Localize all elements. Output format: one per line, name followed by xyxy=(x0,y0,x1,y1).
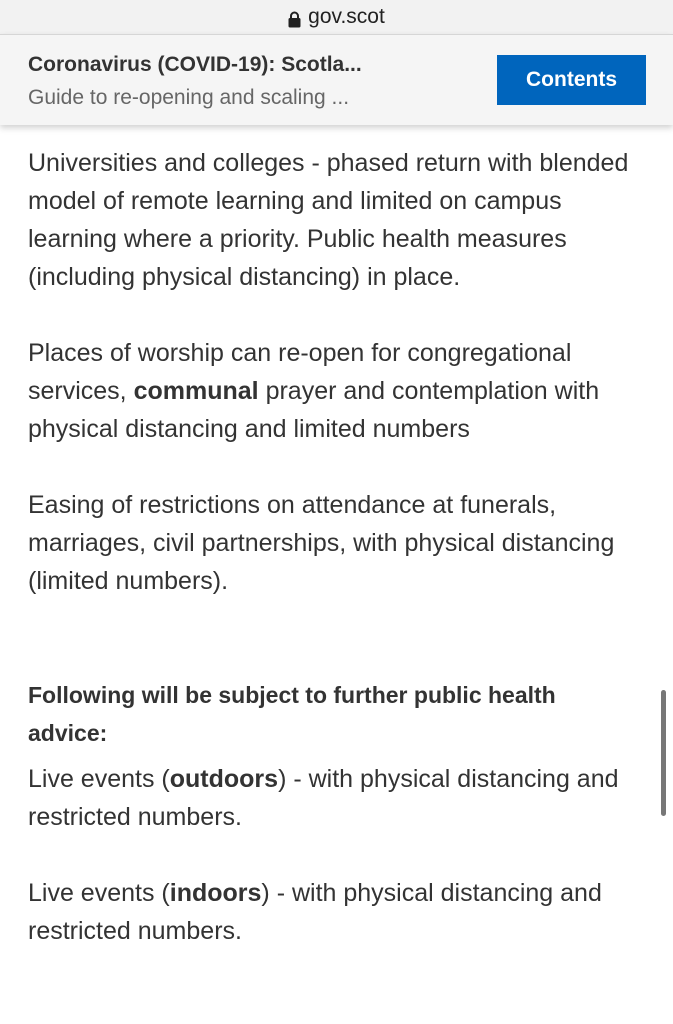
worship-bold: communal xyxy=(133,377,259,405)
outdoors-bold: outdoors xyxy=(169,765,279,793)
indoors-text-a: Live events ( xyxy=(28,879,170,907)
contents-button[interactable]: Contents xyxy=(497,55,646,105)
page-title: Coronavirus (COVID-19): Scotla... xyxy=(28,53,362,76)
outdoors-text-b: ) - with physical distancing and restricted numbers. xyxy=(28,765,619,831)
paragraph-funerals: Easing of restrictions on attendance at funerals, marriages, civil partnerships, with physical distancing (limited numbers). xyxy=(28,491,615,595)
paragraph-worship xyxy=(28,334,653,448)
outdoors-text-a: Live events ( xyxy=(28,765,170,793)
indoors-text-b: ) - with physical distancing and restricted numbers. xyxy=(28,879,602,945)
section-heading: Following will be subject to further public health advice: xyxy=(28,682,556,746)
lock-icon xyxy=(288,10,301,27)
worship-text-b: prayer and contemplation with physical distancing and limited numbers xyxy=(28,377,600,443)
url-bar[interactable] xyxy=(0,0,673,34)
paragraph-universities: Universities and colleges - phased return with blended model of remote learning and limited on campus learning where a priority. Public health measures (including physical distancing) in place. xyxy=(28,149,629,291)
scrollbar-thumb[interactable] xyxy=(661,690,666,816)
indoors-bold: indoors xyxy=(169,879,262,907)
paragraph-live-indoors xyxy=(28,874,653,950)
worship-text-a: Places of worship can re-open for congregational services, xyxy=(28,339,572,405)
main-content xyxy=(28,144,653,950)
paragraph-live-outdoors xyxy=(28,760,653,836)
url-text: gov.scot xyxy=(308,5,385,28)
page-header xyxy=(0,34,673,125)
page-subtitle: Guide to re-opening and scaling ... xyxy=(28,86,350,109)
